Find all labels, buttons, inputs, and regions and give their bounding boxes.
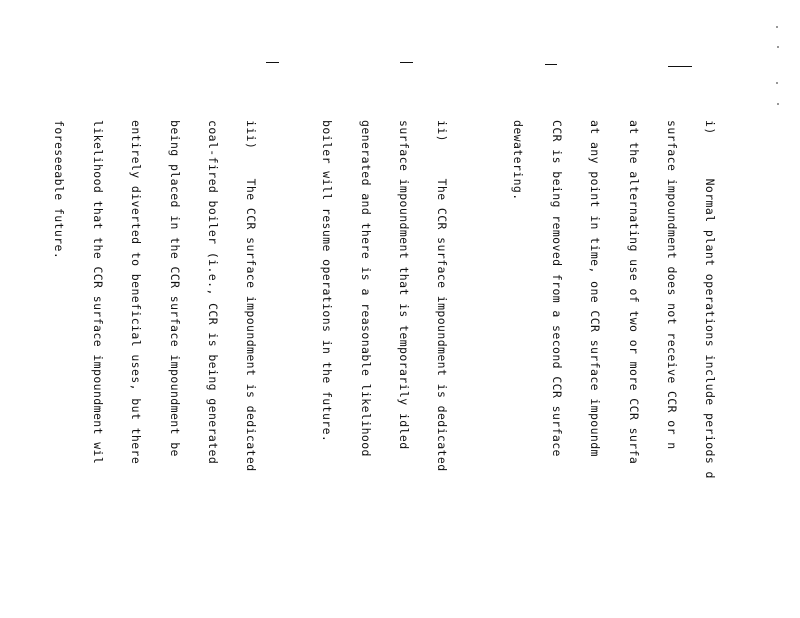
text-line: entirely diverted to beneficial uses, but there (129, 120, 144, 465)
text-line: generated and there is a reasonable likelihood (358, 120, 373, 457)
rule-1 (266, 62, 279, 63)
paragraph-iii (27, 120, 283, 618)
text-line: at the alternating use of two or more CCR surfa (626, 120, 641, 465)
paragraph-i (486, 120, 742, 618)
text-line: surface impoundment does not receive CCR or n (665, 120, 680, 450)
paragraph-ii (295, 120, 474, 618)
text-line: i) Normal plant operations include periods d (703, 120, 718, 479)
rotated-text-block (52, 120, 742, 618)
speck-1 (776, 26, 778, 28)
text-line: being placed in the CCR surface impoundment be (167, 120, 182, 457)
text-line: boiler will resume operations in the future. (320, 120, 335, 443)
text-line: foreseeable future. (52, 120, 67, 260)
text-line: CCR is being removed from a second CCR surface (549, 120, 564, 457)
speck-3 (776, 82, 778, 84)
rule-2 (400, 62, 413, 63)
speck-2 (777, 46, 779, 48)
speck-4 (777, 103, 779, 105)
rule-4 (668, 66, 692, 67)
rule-3 (545, 64, 557, 65)
text-line: iii) The CCR surface impoundment is dedicated (244, 120, 259, 472)
text-line: coal-fired boiler (i.e., CCR is being generated (205, 120, 220, 465)
text-line: likelihood that the CCR surface impoundment wil (90, 120, 105, 465)
text-line: surface impoundment that is temporarily idled (397, 120, 412, 450)
text-line: at any point in time, one CCR surface impoundm (588, 120, 603, 457)
text-line: dewatering. (511, 120, 526, 201)
text-line: ii) The CCR surface impoundment is dedicated (435, 120, 450, 472)
paragraph-iv (0, 120, 15, 618)
